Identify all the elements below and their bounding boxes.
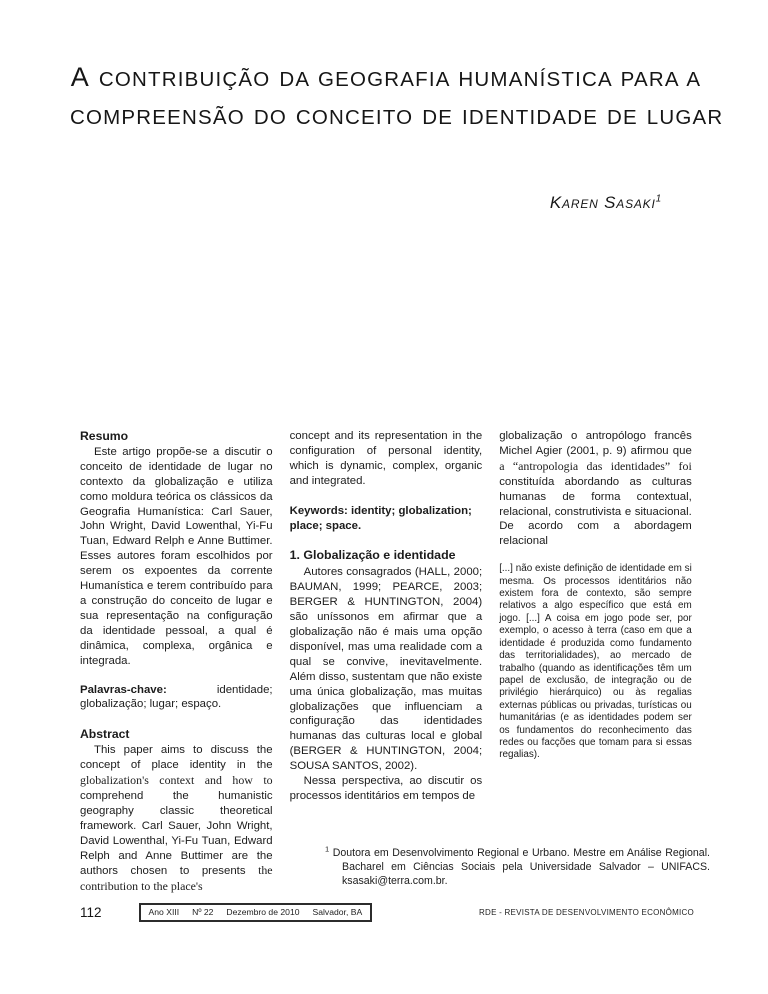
issue-info-box — [139, 903, 373, 922]
article-title-line1: A CONTRIBUIÇÃO DA GEOGRAFIA HUMANÍSTICA PARA A — [70, 62, 702, 92]
keywords-line: Keywords: identity; globalization; place; space. — [289, 504, 472, 532]
spacer — [499, 549, 692, 563]
resumo-paragraph: Este artigo propõe-se a discutir o conceito de identidade de lugar no contexto da globalização e utiliza como moldura teórica os clássicos da Geografia Humanística: Carl Sauer, John Wright, David Lowenthal, Yi-Fu Tuan, Edward Relph e Anne Buttimer. Esses autores foram escolhidos por serem os expoentes da corrente Humanística e terem contribuído para a construção do conceito de lugar e sua representação na configuração da identidade pessoal, a qual é dinâmica, complexa, orgânica e integrada. — [80, 445, 273, 667]
spacer — [80, 669, 273, 683]
footnote-ref: 1 — [325, 844, 330, 854]
journal-name: RDE - REVISTA DE DESENVOLVIMENTO ECONÔMICO — [479, 907, 694, 917]
spacer — [80, 712, 273, 727]
col3-text-2: constituída abordando as culturas humanas de forma contextual, relacional, construtivista e situacional. De acordo com a abordagem relacional — [499, 475, 692, 548]
resumo-heading: Resumo — [80, 429, 129, 443]
author-byline — [550, 193, 662, 213]
col3-serif: a “antropologia das identidades” foi — [499, 458, 692, 473]
author-footnote-ref: 1 — [655, 193, 662, 205]
issue-year: Ano XIII — [148, 906, 180, 917]
abstract-serif-1: globalization's context and how to — [80, 773, 273, 788]
abstract-continuation-paragraph: concept and its representation in the configuration of personal identity, which is dynamic, complex, organic and integrated. — [289, 430, 483, 487]
abstract-paragraph — [80, 743, 273, 895]
footnote — [325, 846, 710, 889]
section-1-paragraph-2: Nessa perspectiva, ao discutir os processos identitários em tempos de — [289, 775, 483, 802]
body-columns — [80, 429, 692, 895]
palavras-chave-line — [80, 683, 273, 713]
section-1-paragraph-3 — [499, 429, 692, 549]
spacer — [290, 533, 483, 548]
author-name: Karen Sasaki — [549, 193, 656, 212]
abstract-heading: Abstract — [80, 727, 130, 742]
col3-text-1: globalização o antropólogo francês Michel Agier (2001, p. 9) afirmou que — [499, 430, 692, 457]
section-1-heading: 1. Globalização e identidade — [289, 548, 456, 563]
palavras-chave-label: Palavras-chave: — [80, 683, 167, 696]
palavras-chave-text: identidade; globalização; lugar; espaço. — [80, 683, 273, 711]
article-title-line2: COMPREENSÃO DO CONCEITO DE IDENTIDADE DE LUGAR — [70, 106, 724, 129]
spacer — [290, 489, 483, 504]
issue-city: Salvador, BA — [312, 906, 363, 917]
issue-number: Nº 22 — [192, 906, 214, 917]
issue-date: Dezembro de 2010 — [226, 906, 300, 917]
footnote-text: Doutora em Desenvolvimento Regional e Urbano. Mestre em Análise Regional. Bacharel em Ciências Sociais pela Universidade Salvador – UNIFACS. ksasaki@terra.com.br. — [332, 847, 710, 888]
column-left — [80, 429, 273, 895]
abstract-text-2: comprehend the humanistic geography classic theoretical framework. Carl Sauer, John Wright, David Lowenthal, Yi-Fu Tuan, Edward Relph and Anne Buttimer are the authors chosen to presents — [80, 789, 273, 878]
column-middle — [290, 429, 483, 895]
abstract-text-1: This paper aims to discuss the concept of place identity in the — [80, 744, 273, 772]
page-number: 112 — [80, 904, 102, 920]
abstract-serif-2: the contribution to the place's — [80, 863, 273, 894]
section-1-paragraph-1: Autores consagrados (HALL, 2000; BAUMAN, 1999; PEARCE, 2003; BERGER & HUNTINGTON, 2004) são uníssonos em afirmar que a globalização não é mais uma opção disponível, mas uma realidade com a qual se convive, inevitavelmente. Além disso, sustentam que não existe uma única globalização, mas muitas globalizações que influenciam a configuração das identidades humanas das culturas local e global (BERGER & HUNTINGTON, 2004; SOUSA SANTOS, 2002). — [289, 566, 483, 773]
page-footer — [80, 900, 694, 924]
article-title — [70, 58, 724, 137]
block-quote: [...] não existe definição de identidade em si mesma. Os processos identitários não existem fora de contexto, são sempre relativos a algo específico que está em jogo. [...] A coisa em jogo pode ser, por exemplo, o acesso à terra (caso em que a identidade é produzida como fundamento das territorialidades), ao mercado de trabalho (quando as identificações têm um papel de exclusão, de integração ou de privilégio hierárquico) ou às regalias externas públicas ou privadas, turísticas ou humanitárias (e as identidades podem ser os fundamentos do reconhecimento das redes ou facções que tomam para si essas regalias). — [499, 563, 692, 761]
column-right — [499, 429, 692, 895]
